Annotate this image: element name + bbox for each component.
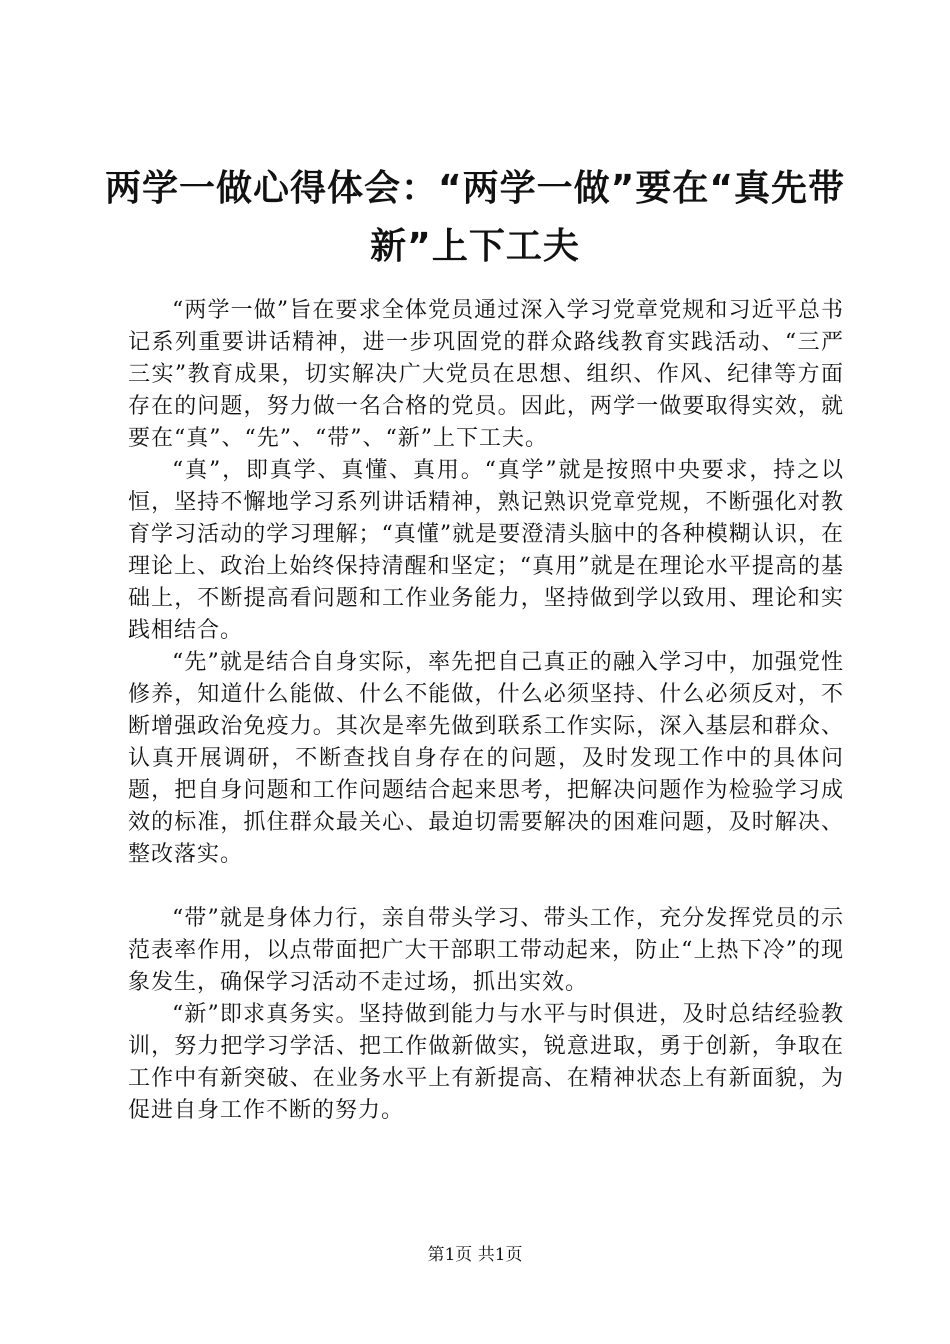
paragraph-dai: “带”就是身体力行，亲自带头学习、带头工作，充分发挥党员的示范表率作用，以点带面把广大干部职工带动起来，防止“上热下冷”的现象发生，确保学习活动不走过场，抓出实效。 — [128, 906, 844, 995]
paragraph-zhen: “真”，即真学、真懂、真用。“真学”就是按照中央要求，持之以恒，坚持不懈地学习系列讲话精神，熟记熟识党章党规，不断强化对教育学习活动的学习理解；“真懂”就是要澄清头脑中的各种模糊认识，在理论上、政治上始终保持清醒和坚定；“真用”就是在理论水平提高的基础上，不断提高看问题和工作业务能力，坚持做到学以致用、理论和实践相结合。 — [128, 458, 844, 643]
document-body — [128, 295, 844, 1127]
document-title: 两学一做心得体会：“两学一做”要在“真先带新”上下工夫 — [105, 168, 845, 267]
paragraph-xian: “先”就是结合自身实际，率先把自己真正的融入学习中，加强党性修养，知道什么能做、什么不能做，什么必须坚持、什么必须反对，不断增强政治免疫力。其次是率先做到联系工作实际，深入基层和群众、认真开展调研，不断查找自身存在的问题，及时发现工作中的具体问题，把自身问题和工作问题结合起来思考，把解决问题作为检验学习成效的标准，抓住群众最关心、最迫切需要解决的困难问题，及时解决、整改落实。 — [128, 650, 844, 867]
paragraph-xin: “新”即求真务实。坚持做到能力与水平与时俱进，及时总结经验教训，努力把学习学活、把工作做新做实，锐意进取，勇于创新，争取在工作中有新突破、在业务水平上有新提高、在精神状态上有新面貌，为促进自身工作不断的努力。 — [128, 1002, 844, 1123]
page-number-footer: 第1页 共1页 — [427, 1245, 523, 1265]
paragraph-intro: “两学一做”旨在要求全体党员通过深入学习党章党规和习近平总书记系列重要讲话精神，进一步巩固党的群众路线教育实践活动、“三严三实”教育成果，切实解决广大党员在思想、组织、作风、纪律等方面存在的问题，努力做一名合格的党员。因此，两学一做要取得实效，就要在“真”、“先”、“带”、“新”上下工夫。 — [128, 298, 844, 451]
